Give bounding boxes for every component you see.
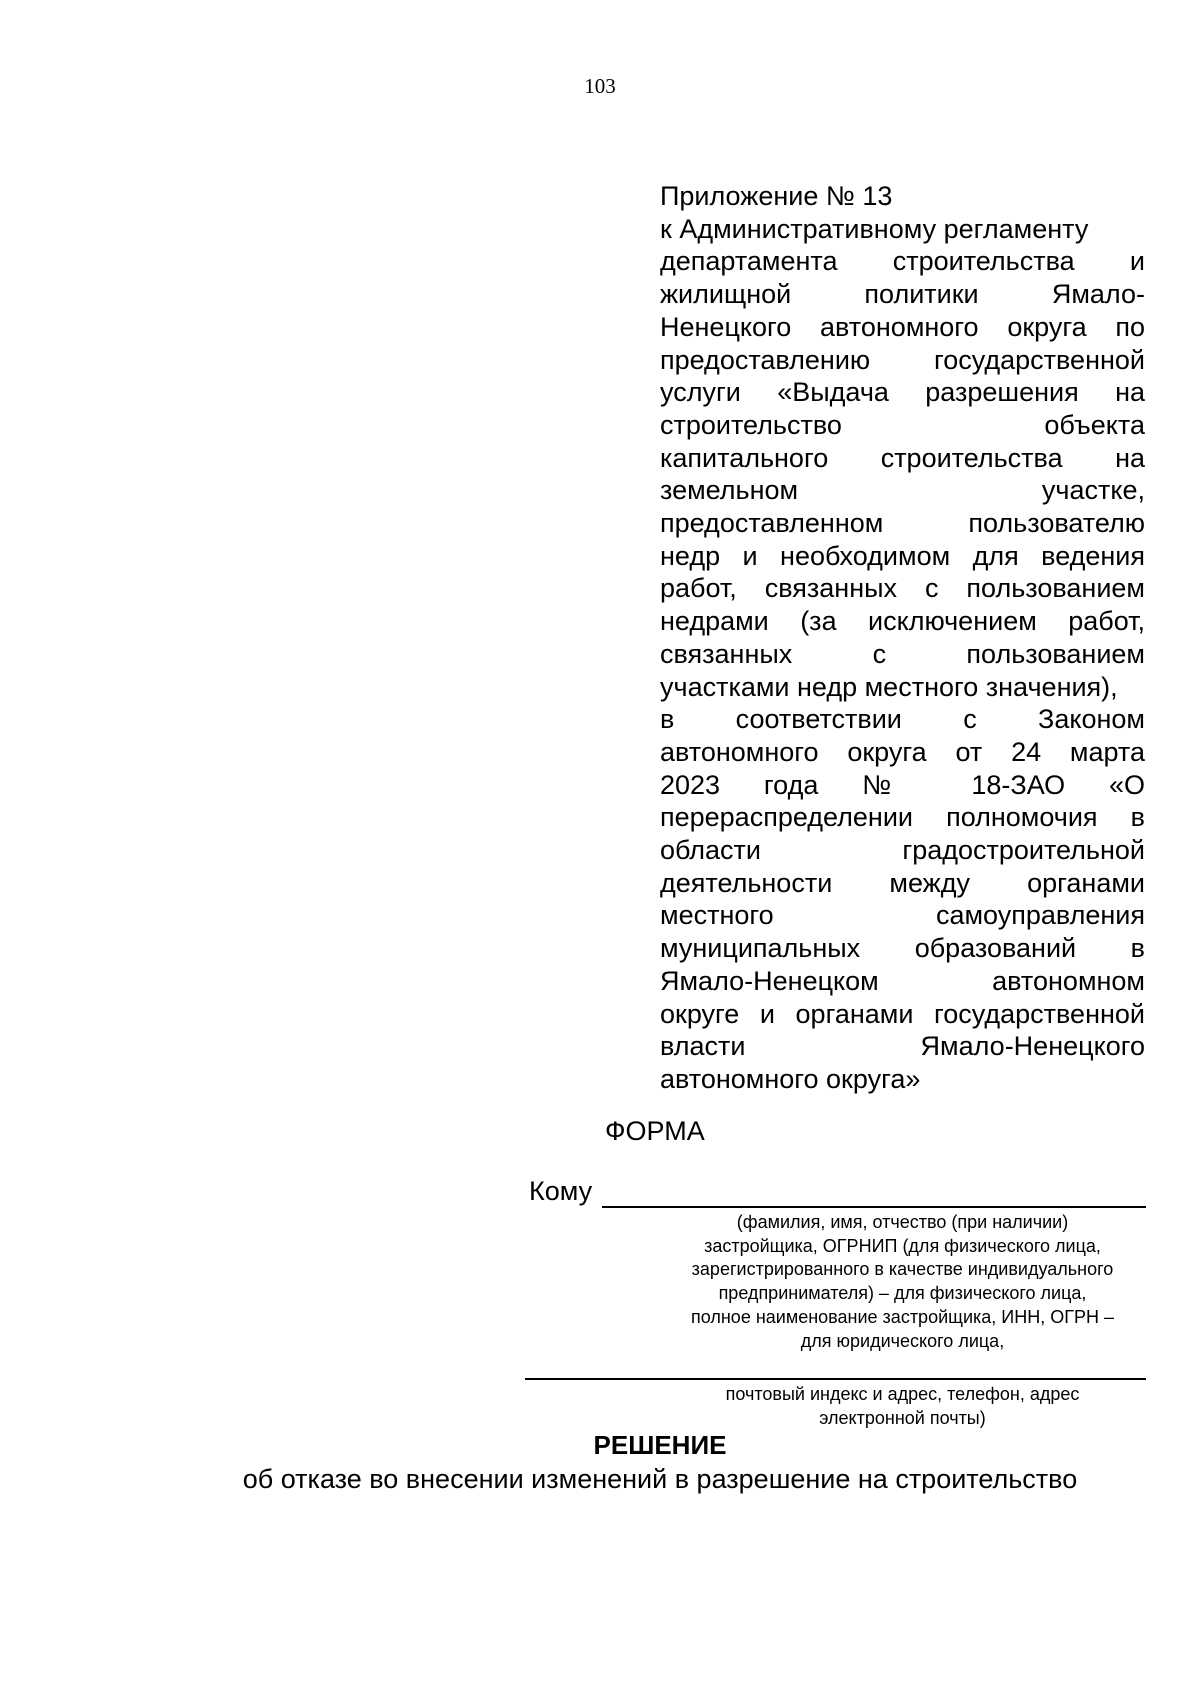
appendix-line: 2023 года № 18-ЗАО «О [660, 769, 1145, 800]
recipient-name-line[interactable] [602, 1206, 1146, 1208]
recipient-address-line[interactable] [525, 1378, 1146, 1380]
appendix-line: недр и необходимом для ведения [660, 540, 1145, 571]
appendix-line: департамента строительства и [660, 246, 1145, 277]
appendix-line: деятельности между органами [660, 867, 1145, 898]
appendix-line: местного самоуправления [660, 900, 1145, 931]
appendix-line: связанных с пользованием [660, 638, 1145, 669]
appendix-line: области градостроительной [660, 835, 1145, 866]
appendix-line: муниципальных образований в [660, 933, 1145, 964]
page-number: 103 [584, 74, 616, 98]
recipient-caption-line: полное наименование застройщика, ИНН, ОГРН – [691, 1306, 1114, 1327]
appendix-line: услуги «Выдача разрешения на [660, 377, 1145, 408]
appendix-line: участками недр местного значения), [660, 671, 1118, 702]
appendix-line: Приложение № 13 [660, 181, 893, 211]
recipient-caption-line: для юридического лица, [800, 1330, 1005, 1351]
appendix-line: перераспределении полномочия в [660, 802, 1145, 833]
appendix-line: строительство объекта [660, 409, 1145, 440]
appendix-line: Ямало-Ненецком автономном [660, 965, 1145, 996]
appendix-line: автономного округа от 24 марта [660, 736, 1145, 767]
appendix-line: жилищной политики Ямало- [660, 279, 1145, 310]
appendix-line: в соответствии с Законом [660, 704, 1145, 735]
appendix-line: автономного округа» [660, 1063, 921, 1094]
appendix-line: к Административному регламенту [660, 213, 1089, 244]
appendix-line: работ, связанных с пользованием [660, 573, 1145, 604]
appendix-line: земельном участке, [660, 475, 1145, 506]
appendix-line: Ненецкого автономного округа по [660, 311, 1145, 342]
recipient-row [529, 1176, 1146, 1210]
appendix-header [660, 180, 1145, 1096]
form-label: ФОРМА [605, 1116, 705, 1146]
recipient-label: Кому [529, 1176, 593, 1206]
appendix-line: власти Ямало-Ненецкого [660, 1031, 1145, 1062]
recipient-caption [660, 1211, 1145, 1353]
address-caption-line: почтовый индекс и адрес, телефон, адрес [725, 1384, 1080, 1404]
decision-title: РЕШЕНИЕ [593, 1430, 727, 1460]
appendix-line: предоставленном пользователю [660, 508, 1145, 539]
recipient-caption-line: предпринимателя) – для физического лица, [718, 1283, 1087, 1304]
recipient-caption-line: зарегистрированного в качестве индивидуального [691, 1259, 1114, 1280]
address-caption [660, 1382, 1145, 1430]
appendix-line: недрами (за исключением работ, [660, 606, 1145, 637]
recipient-caption-line: застройщика, ОГРНИП (для физического лица, [704, 1235, 1101, 1256]
appendix-line: округе и органами государственной [660, 998, 1145, 1029]
appendix-line: предоставлению государственной [660, 344, 1145, 375]
decision-subtitle: об отказе во внесении изменений в разрешение на строительство [242, 1464, 1078, 1494]
appendix-line: капитального строительства на [660, 442, 1145, 473]
address-caption-line: электронной почты) [819, 1408, 986, 1428]
recipient-caption-line: (фамилия, имя, отчество (при наличии) [736, 1212, 1069, 1232]
